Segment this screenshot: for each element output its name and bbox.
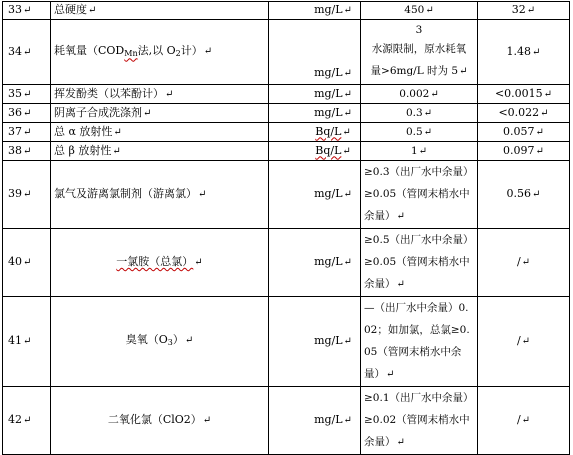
unit: mg/L↵ — [269, 229, 361, 297]
indicator-name: 一氯胺（总氯）↵ — [51, 229, 269, 297]
measured-value: /↵ — [478, 387, 570, 455]
table-row — [3, 297, 570, 387]
measured-value: <0.022↵ — [478, 104, 570, 123]
limit-value: ≥0.5（出厂水中余量）≥0.05（管网末梢水中余量）↵ — [361, 229, 478, 297]
limit-value: 450↵ — [361, 2, 478, 20]
measured-value: <0.0015↵ — [478, 85, 570, 104]
indicator-name: 耗氧量（$COD_{Mn}$法,以 $O_2$计）↵ — [51, 20, 269, 85]
unit: mg/L↵ — [269, 387, 361, 455]
row-number: 40↵ — [3, 229, 51, 297]
row-number: 36↵ — [3, 104, 51, 123]
unit: mg/L↵ — [269, 104, 361, 123]
row-number: 38↵ — [3, 142, 51, 161]
measured-value: 0.057↵ — [478, 123, 570, 142]
limit-value: —（出厂水中余量）0.02；如加氯，总氯≥0.05（管网末梢水中余量）↵ — [361, 297, 478, 387]
measured-value: 1.48↵ — [478, 20, 570, 85]
unit: mg/L↵ — [269, 2, 361, 20]
measured-value: 32↵ — [478, 2, 570, 20]
row-number: 35↵ — [3, 85, 51, 104]
indicator-name: 总 α 放射性↵ — [51, 123, 269, 142]
row-number: 42↵ — [3, 387, 51, 455]
row-number: 37↵ — [3, 123, 51, 142]
indicator-name: 阴离子合成洗涤剂↵ — [51, 104, 269, 123]
table-row — [3, 123, 570, 142]
limit-value: 0.5↵ — [361, 123, 478, 142]
limit-value: 0.002↵ — [361, 85, 478, 104]
unit: Bq/L↵ — [269, 142, 361, 161]
row-number: 34↵ — [3, 20, 51, 85]
indicator-name: 臭氧$(O_3)↵$ — [51, 297, 269, 387]
table-row — [3, 229, 570, 297]
measured-value: 0.097↵ — [478, 142, 570, 161]
unit: mg/L↵ — [269, 20, 361, 85]
table-row — [3, 20, 570, 85]
limit-value: ≥0.1（出厂水中余量）≥0.02（管网末梢水中余量）↵ — [361, 387, 478, 455]
limit-value: ≥0.3（出厂水中余量）≥0.05（管网末梢水中余量）↵ — [361, 161, 478, 229]
measured-value: 0.56↵ — [478, 161, 570, 229]
unit: Bq/L↵ — [269, 123, 361, 142]
table-row — [3, 142, 570, 161]
unit: mg/L↵ — [269, 161, 361, 229]
row-number: 39↵ — [3, 161, 51, 229]
limit-value: 1↵ — [361, 142, 478, 161]
limit-value: 0.3↵ — [361, 104, 478, 123]
unit: mg/L↵ — [269, 85, 361, 104]
water-quality-table — [2, 1, 570, 455]
limit-value: 3 水源限制，原水耗氧 量>6mg/L 时为 5↵ — [361, 20, 478, 85]
table-row — [3, 387, 570, 455]
measured-value: /↵ — [478, 297, 570, 387]
row-number: 41↵ — [3, 297, 51, 387]
indicator-name: 二氧化氯（ClO2）↵ — [51, 387, 269, 455]
table-row — [3, 85, 570, 104]
indicator-name: 氯气及游离氯制剂（游离氯）↵ — [51, 161, 269, 229]
table-row — [3, 104, 570, 123]
indicator-name: 挥发酚类（以苯酚计）↵ — [51, 85, 269, 104]
table-row — [3, 2, 570, 20]
indicator-name: 总硬度↵ — [51, 2, 269, 20]
unit: mg/L↵ — [269, 297, 361, 387]
table-row — [3, 161, 570, 229]
measured-value: /↵ — [478, 229, 570, 297]
row-number: 33↵ — [3, 2, 51, 20]
indicator-name: 总 β 放射性↵ — [51, 142, 269, 161]
